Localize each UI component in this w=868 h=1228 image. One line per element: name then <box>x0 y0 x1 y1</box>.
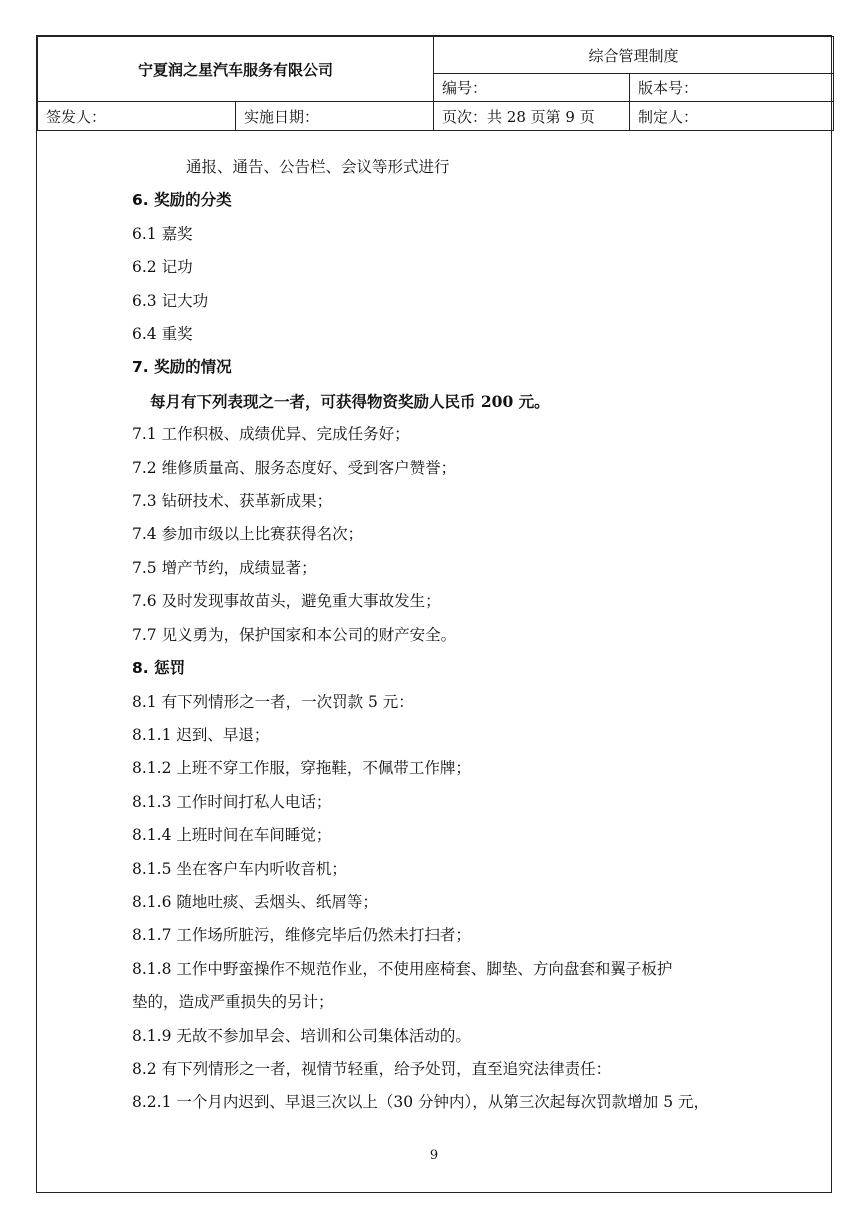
body-line: 通报、通告、公告栏、会议等形式进行 <box>186 158 450 176</box>
list-item: 8.1.9 无故不参加早会、培训和公司集体活动的。 <box>132 1026 471 1045</box>
company-name: 宁夏润之星汽车服务有限公司 <box>38 37 434 102</box>
list-item: 8.1.4 上班时间在车间睡觉； <box>132 826 332 845</box>
pages-label: 页次：共 28 页第 9 页 <box>434 102 630 131</box>
list-item-continuation: 垫的，造成严重损失的另计； <box>132 993 334 1012</box>
list-item: 7.6 及时发现事故苗头，避免重大事故发生； <box>132 592 441 611</box>
maker-label: 制定人： <box>630 102 834 131</box>
list-item: 6.1 嘉奖 <box>132 224 193 243</box>
section-heading: 6. 奖励的分类 <box>132 191 232 210</box>
document-body <box>132 151 792 1120</box>
list-item: 7.3 钻研技术、获革新成果； <box>132 492 333 511</box>
version-label: 版本号： <box>630 74 834 102</box>
list-item: 8.2.1 一个月内迟到、早退三次以上（30 分钟内），从第三次起每次罚款增加 5 元， <box>132 1093 709 1112</box>
list-item: 8.1.8 工作中野蛮操作不规范作业，不使用座椅套、脚垫、方向盘套和翼子板护 <box>132 959 673 978</box>
document-title: 综合管理制度 <box>434 37 834 74</box>
list-item: 6.4 重奖 <box>132 325 193 344</box>
issuer-label: 签发人： <box>38 102 236 131</box>
header-table <box>37 36 834 131</box>
list-item: 6.3 记大功 <box>132 291 209 310</box>
list-item: 8.2 有下列情形之一者，视情节轻重，给予处罚，直至追究法律责任： <box>132 1059 612 1078</box>
page-number: 9 <box>429 1148 439 1163</box>
list-item: 8.1.2 上班不穿工作服，穿拖鞋，不佩带工作牌； <box>132 759 471 778</box>
list-item: 8.1.1 迟到、早退； <box>132 725 270 744</box>
document-frame <box>36 35 832 1193</box>
list-item: 8.1.7 工作场所脏污，维修完毕后仍然未打扫者； <box>132 926 471 945</box>
section-heading: 8. 惩罚 <box>132 659 186 678</box>
list-item: 8.1 有下列情形之一者，一次罚款 5 元： <box>132 692 414 711</box>
list-item: 7.7 见义勇为，保护国家和本公司的财产安全。 <box>132 625 457 644</box>
number-label: 编号： <box>434 74 630 102</box>
section-heading: 7. 奖励的情况 <box>132 358 232 377</box>
list-item: 7.4 参加市级以上比赛获得名次； <box>132 525 364 544</box>
list-item: 7.2 维修质量高、服务态度好、受到客户赞誉； <box>132 458 457 477</box>
list-item: 7.1 工作积极、成绩优异、完成任务好； <box>132 425 410 444</box>
date-label: 实施日期： <box>236 102 434 131</box>
list-item: 8.1.6 随地吐痰、丢烟头、纸屑等； <box>132 892 378 911</box>
list-item: 7.5 增产节约，成绩显著； <box>132 558 317 577</box>
bold-statement: 每月有下列表现之一者，可获得物资奖励人民币 200 元。 <box>150 391 550 411</box>
list-item: 8.1.5 坐在客户车内听收音机； <box>132 859 347 878</box>
list-item: 8.1.3 工作时间打私人电话； <box>132 792 332 811</box>
list-item: 6.2 记功 <box>132 258 193 277</box>
